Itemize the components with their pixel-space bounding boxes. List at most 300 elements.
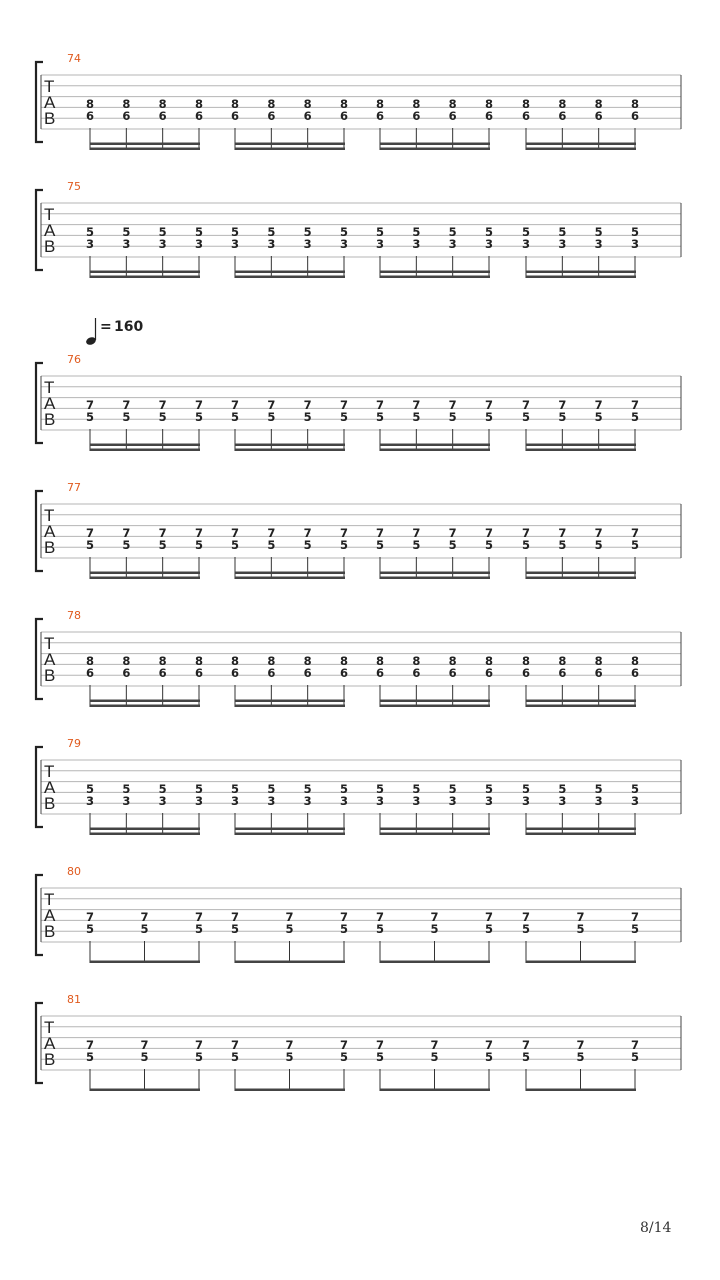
fret-number-top: 8 [448, 97, 457, 111]
fret-number-bottom: 5 [285, 922, 294, 936]
fret-number-top: 7 [85, 1038, 95, 1052]
fret-number-bottom: 5 [140, 1050, 149, 1064]
fret-number-bottom: 3 [484, 237, 494, 251]
fret-number-top: 7 [484, 1038, 494, 1052]
fret-number-top: 7 [267, 526, 276, 540]
tab-clef-letter: B [44, 666, 56, 685]
beam-secondary [526, 271, 636, 274]
fret-number-top: 5 [194, 225, 204, 239]
beam-primary [526, 148, 636, 151]
fret-number-top: 8 [230, 97, 240, 111]
fret-number-top: 5 [448, 782, 457, 796]
fret-number-top: 5 [230, 782, 240, 796]
fret-number-top: 7 [194, 526, 204, 540]
fret-number-top: 7 [412, 526, 421, 540]
fret-number-top: 7 [339, 526, 349, 540]
fret-number-bottom: 3 [521, 237, 531, 251]
fret-number-top: 7 [630, 1038, 640, 1052]
fret-number-bottom: 3 [122, 237, 131, 251]
fret-number-bottom: 3 [412, 237, 421, 251]
beam-secondary [90, 828, 200, 831]
fret-number-top: 5 [375, 225, 385, 239]
fret-number-bottom: 5 [230, 538, 240, 552]
fret-number-bottom: 6 [448, 109, 457, 123]
fret-number-top: 8 [521, 654, 531, 668]
fret-number-top: 8 [267, 97, 276, 111]
fret-number-bottom: 3 [375, 794, 385, 808]
fret-number-top: 5 [267, 225, 276, 239]
fret-number-bottom: 3 [85, 794, 95, 808]
beam-primary [380, 1089, 490, 1092]
fret-number-bottom: 5 [267, 410, 276, 424]
tab-clef-letter: A [44, 906, 56, 925]
fret-number-bottom: 5 [484, 410, 494, 424]
tab-clef-letter: A [44, 778, 56, 797]
tab-clef-letter: B [44, 1050, 56, 1069]
fret-number-top: 7 [140, 910, 149, 924]
fret-number-bottom: 6 [85, 109, 95, 123]
fret-number-top: 5 [230, 225, 240, 239]
fret-number-bottom: 5 [194, 922, 204, 936]
fret-number-bottom: 5 [122, 410, 131, 424]
fret-number-top: 5 [412, 782, 421, 796]
fret-number-top: 7 [521, 526, 531, 540]
fret-number-top: 7 [194, 1038, 204, 1052]
fret-number-top: 5 [484, 782, 494, 796]
fret-number-bottom: 5 [375, 922, 385, 936]
fret-number-top: 8 [194, 654, 204, 668]
beam-primary [526, 577, 636, 580]
beam-primary [380, 449, 490, 452]
fret-number-bottom: 3 [521, 794, 531, 808]
beam-primary [90, 148, 200, 151]
tab-clef-letter: T [44, 1018, 55, 1037]
fret-number-top: 8 [303, 654, 312, 668]
beam-primary [90, 705, 200, 708]
fret-number-top: 7 [375, 1038, 385, 1052]
fret-number-bottom: 6 [267, 109, 276, 123]
fret-number-top: 8 [158, 97, 167, 111]
fret-number-top: 7 [230, 398, 240, 412]
fret-number-top: 8 [594, 97, 603, 111]
fret-number-top: 5 [194, 782, 204, 796]
fret-number-bottom: 3 [158, 237, 167, 251]
fret-number-top: 8 [558, 654, 567, 668]
fret-number-top: 7 [558, 398, 567, 412]
tab-clef-letter: B [44, 237, 56, 256]
fret-number-bottom: 3 [412, 794, 421, 808]
beam-primary [380, 705, 490, 708]
fret-number-top: 8 [85, 97, 95, 111]
fret-number-top: 8 [412, 654, 421, 668]
beam-secondary [526, 828, 636, 831]
fret-number-bottom: 6 [267, 666, 276, 680]
fret-number-bottom: 5 [303, 538, 312, 552]
fret-number-bottom: 3 [558, 237, 567, 251]
beam-secondary [526, 572, 636, 575]
beam-primary [380, 961, 490, 964]
beam-primary [380, 577, 490, 580]
fret-number-bottom: 6 [412, 109, 421, 123]
fret-number-bottom: 6 [375, 109, 385, 123]
fret-number-bottom: 5 [430, 1050, 439, 1064]
beam-secondary [235, 271, 345, 274]
fret-number-bottom: 5 [339, 410, 349, 424]
system-bracket [36, 62, 43, 142]
tab-clef-letter: A [44, 93, 56, 112]
beam-secondary [235, 700, 345, 703]
fret-number-top: 5 [85, 782, 95, 796]
fret-number-top: 7 [230, 910, 240, 924]
fret-number-bottom: 5 [85, 922, 95, 936]
fret-number-bottom: 5 [85, 538, 95, 552]
fret-number-bottom: 6 [230, 666, 240, 680]
fret-number-top: 7 [285, 910, 294, 924]
beam-secondary [90, 700, 200, 703]
fret-number-bottom: 6 [630, 666, 640, 680]
beam-primary [90, 577, 200, 580]
fret-number-top: 8 [85, 654, 95, 668]
beam-primary [526, 961, 636, 964]
fret-number-top: 7 [194, 910, 204, 924]
fret-number-bottom: 5 [448, 410, 457, 424]
fret-number-top: 5 [375, 782, 385, 796]
fret-number-top: 8 [303, 97, 312, 111]
fret-number-bottom: 6 [303, 666, 312, 680]
fret-number-top: 8 [230, 654, 240, 668]
beam-secondary [235, 143, 345, 146]
fret-number-bottom: 5 [122, 538, 131, 552]
tab-clef-letter: T [44, 890, 55, 909]
fret-number-bottom: 5 [630, 1050, 640, 1064]
fret-number-bottom: 6 [122, 109, 131, 123]
beam-primary [526, 449, 636, 452]
fret-number-top: 8 [375, 654, 385, 668]
fret-number-bottom: 5 [484, 538, 494, 552]
fret-number-top: 8 [448, 654, 457, 668]
fret-number-bottom: 5 [412, 538, 421, 552]
fret-number-bottom: 3 [85, 237, 95, 251]
beam-secondary [380, 271, 490, 274]
fret-number-bottom: 3 [267, 794, 276, 808]
fret-number-top: 5 [122, 225, 131, 239]
fret-number-bottom: 6 [122, 666, 131, 680]
fret-number-top: 7 [430, 1038, 439, 1052]
system-bracket [36, 619, 43, 699]
fret-number-bottom: 5 [303, 410, 312, 424]
fret-number-bottom: 5 [521, 922, 531, 936]
tab-clef-letter: B [44, 922, 56, 941]
fret-number-bottom: 3 [630, 794, 640, 808]
fret-number-bottom: 5 [430, 922, 439, 936]
fret-number-top: 5 [267, 782, 276, 796]
fret-number-bottom: 3 [194, 794, 204, 808]
fret-number-top: 7 [484, 398, 494, 412]
fret-number-top: 5 [521, 225, 531, 239]
fret-number-bottom: 3 [484, 794, 494, 808]
fret-number-bottom: 6 [339, 666, 349, 680]
fret-number-top: 8 [484, 97, 494, 111]
fret-number-bottom: 5 [484, 1050, 494, 1064]
page-number: 8/14 [640, 1220, 672, 1236]
beam-primary [90, 276, 200, 279]
fret-number-bottom: 6 [630, 109, 640, 123]
fret-number-top: 7 [303, 398, 312, 412]
fret-number-top: 7 [85, 910, 95, 924]
fret-number-top: 5 [303, 225, 312, 239]
fret-number-bottom: 5 [339, 922, 349, 936]
fret-number-top: 7 [430, 910, 439, 924]
fret-number-bottom: 5 [194, 538, 204, 552]
fret-number-bottom: 6 [194, 666, 204, 680]
beam-primary [235, 148, 345, 151]
fret-number-bottom: 6 [194, 109, 204, 123]
fret-number-top: 7 [630, 398, 640, 412]
fret-number-bottom: 5 [630, 538, 640, 552]
fret-number-bottom: 5 [521, 538, 531, 552]
fret-number-top: 7 [122, 398, 131, 412]
fret-number-top: 7 [85, 398, 95, 412]
fret-number-top: 5 [158, 782, 167, 796]
beam-primary [235, 449, 345, 452]
fret-number-bottom: 6 [303, 109, 312, 123]
fret-number-bottom: 6 [85, 666, 95, 680]
fret-number-bottom: 5 [375, 410, 385, 424]
beam-primary [235, 276, 345, 279]
fret-number-top: 8 [412, 97, 421, 111]
fret-number-bottom: 5 [194, 410, 204, 424]
fret-number-bottom: 6 [558, 666, 567, 680]
beam-primary [90, 833, 200, 836]
measure-number: 76 [67, 353, 81, 366]
tab-clef-letter: B [44, 109, 56, 128]
fret-number-bottom: 5 [630, 922, 640, 936]
fret-number-bottom: 5 [521, 410, 531, 424]
fret-number-bottom: 5 [267, 538, 276, 552]
fret-number-bottom: 6 [375, 666, 385, 680]
fret-number-top: 7 [630, 910, 640, 924]
fret-number-bottom: 5 [230, 410, 240, 424]
system-bracket [36, 363, 43, 443]
tab-clef-letter: B [44, 794, 56, 813]
fret-number-top: 5 [521, 782, 531, 796]
beam-primary [526, 833, 636, 836]
fret-number-bottom: 5 [576, 1050, 585, 1064]
fret-number-bottom: 6 [339, 109, 349, 123]
system-bracket [36, 190, 43, 270]
fret-number-top: 7 [558, 526, 567, 540]
beam-secondary [90, 271, 200, 274]
fret-number-top: 8 [122, 654, 131, 668]
system-bracket [36, 747, 43, 827]
fret-number-top: 7 [594, 526, 603, 540]
fret-number-top: 7 [285, 1038, 294, 1052]
fret-number-bottom: 3 [303, 237, 312, 251]
fret-number-bottom: 6 [230, 109, 240, 123]
fret-number-bottom: 6 [594, 666, 603, 680]
fret-number-top: 7 [448, 526, 457, 540]
fret-number-top: 8 [630, 654, 640, 668]
tab-clef-letter: B [44, 410, 56, 429]
fret-number-bottom: 5 [285, 1050, 294, 1064]
fret-number-bottom: 6 [158, 666, 167, 680]
fret-number-top: 5 [630, 782, 640, 796]
fret-number-top: 7 [594, 398, 603, 412]
tab-clef-letter: T [44, 378, 55, 397]
fret-number-top: 7 [140, 1038, 149, 1052]
beam-primary [235, 705, 345, 708]
beam-primary [235, 577, 345, 580]
fret-number-bottom: 3 [194, 237, 204, 251]
fret-number-top: 7 [521, 1038, 531, 1052]
fret-number-top: 7 [158, 526, 167, 540]
tab-clef-letter: A [44, 394, 56, 413]
fret-number-bottom: 5 [230, 922, 240, 936]
fret-number-bottom: 6 [521, 666, 531, 680]
fret-number-top: 5 [158, 225, 167, 239]
fret-number-bottom: 3 [122, 794, 131, 808]
fret-number-top: 5 [594, 225, 603, 239]
fret-number-bottom: 3 [303, 794, 312, 808]
measure-number: 81 [67, 993, 81, 1006]
fret-number-bottom: 6 [484, 666, 494, 680]
fret-number-top: 7 [230, 1038, 240, 1052]
fret-number-bottom: 5 [521, 1050, 531, 1064]
tab-clef-letter: T [44, 205, 55, 224]
beam-secondary [380, 444, 490, 447]
fret-number-top: 7 [412, 398, 421, 412]
tab-clef-letter: T [44, 762, 55, 781]
tab-clef-letter: B [44, 538, 56, 557]
tab-clef-letter: A [44, 650, 56, 669]
fret-number-bottom: 3 [158, 794, 167, 808]
fret-number-top: 7 [267, 398, 276, 412]
beam-secondary [380, 143, 490, 146]
tab-clef-letter: T [44, 77, 55, 96]
fret-number-bottom: 6 [448, 666, 457, 680]
beam-primary [380, 833, 490, 836]
system-bracket [36, 875, 43, 955]
beam-secondary [90, 572, 200, 575]
fret-number-bottom: 6 [594, 109, 603, 123]
fret-number-bottom: 5 [594, 538, 603, 552]
fret-number-top: 7 [521, 910, 531, 924]
beam-secondary [90, 444, 200, 447]
fret-number-top: 5 [484, 225, 494, 239]
fret-number-top: 7 [630, 526, 640, 540]
fret-number-bottom: 5 [448, 538, 457, 552]
fret-number-top: 8 [122, 97, 131, 111]
fret-number-top: 7 [484, 526, 494, 540]
fret-number-top: 5 [339, 225, 349, 239]
fret-number-top: 7 [484, 910, 494, 924]
fret-number-top: 8 [375, 97, 385, 111]
fret-number-top: 7 [85, 526, 95, 540]
tab-clef-letter: A [44, 522, 56, 541]
fret-number-top: 5 [412, 225, 421, 239]
beam-primary [380, 276, 490, 279]
fret-number-top: 5 [303, 782, 312, 796]
tab-clef-letter: A [44, 221, 56, 240]
fret-number-bottom: 5 [158, 538, 167, 552]
fret-number-top: 7 [122, 526, 131, 540]
fret-number-bottom: 3 [339, 237, 349, 251]
fret-number-top: 8 [558, 97, 567, 111]
fret-number-bottom: 6 [412, 666, 421, 680]
fret-number-top: 8 [267, 654, 276, 668]
beam-primary [526, 705, 636, 708]
fret-number-bottom: 5 [594, 410, 603, 424]
fret-number-bottom: 6 [521, 109, 531, 123]
fret-number-bottom: 3 [558, 794, 567, 808]
beam-primary [526, 276, 636, 279]
fret-number-bottom: 5 [558, 410, 567, 424]
tempo-value: 160 [114, 319, 144, 335]
fret-number-top: 5 [339, 782, 349, 796]
fret-number-bottom: 3 [339, 794, 349, 808]
measure-number: 77 [67, 481, 81, 494]
fret-number-bottom: 5 [484, 922, 494, 936]
fret-number-bottom: 3 [267, 237, 276, 251]
fret-number-bottom: 5 [375, 538, 385, 552]
tab-clef-letter: T [44, 506, 55, 525]
fret-number-top: 7 [576, 1038, 585, 1052]
fret-number-top: 7 [158, 398, 167, 412]
fret-number-bottom: 5 [339, 538, 349, 552]
fret-number-top: 5 [448, 225, 457, 239]
fret-number-top: 5 [122, 782, 131, 796]
fret-number-bottom: 3 [448, 794, 457, 808]
beam-primary [90, 1089, 200, 1092]
fret-number-top: 7 [339, 910, 349, 924]
beam-primary [380, 148, 490, 151]
fret-number-bottom: 3 [230, 237, 240, 251]
fret-number-top: 5 [85, 225, 95, 239]
beam-secondary [235, 444, 345, 447]
fret-number-top: 8 [594, 654, 603, 668]
fret-number-bottom: 5 [158, 410, 167, 424]
fret-number-top: 8 [339, 97, 349, 111]
beam-secondary [526, 444, 636, 447]
fret-number-bottom: 5 [412, 410, 421, 424]
fret-number-top: 5 [630, 225, 640, 239]
fret-number-bottom: 5 [375, 1050, 385, 1064]
measure-number: 80 [67, 865, 81, 878]
fret-number-top: 5 [558, 225, 567, 239]
fret-number-bottom: 6 [558, 109, 567, 123]
beam-secondary [380, 700, 490, 703]
fret-number-bottom: 3 [630, 237, 640, 251]
beam-secondary [235, 572, 345, 575]
fret-number-bottom: 3 [230, 794, 240, 808]
measure-number: 78 [67, 609, 81, 622]
fret-number-top: 5 [558, 782, 567, 796]
fret-number-top: 7 [448, 398, 457, 412]
fret-number-top: 7 [576, 910, 585, 924]
fret-number-bottom: 3 [594, 794, 603, 808]
fret-number-bottom: 5 [630, 410, 640, 424]
fret-number-top: 7 [339, 1038, 349, 1052]
fret-number-bottom: 3 [448, 237, 457, 251]
measure-number: 79 [67, 737, 81, 750]
beam-secondary [526, 143, 636, 146]
beam-secondary [380, 828, 490, 831]
fret-number-top: 7 [375, 526, 385, 540]
fret-number-bottom: 5 [558, 538, 567, 552]
fret-number-top: 8 [630, 97, 640, 111]
beam-primary [90, 449, 200, 452]
fret-number-top: 8 [158, 654, 167, 668]
